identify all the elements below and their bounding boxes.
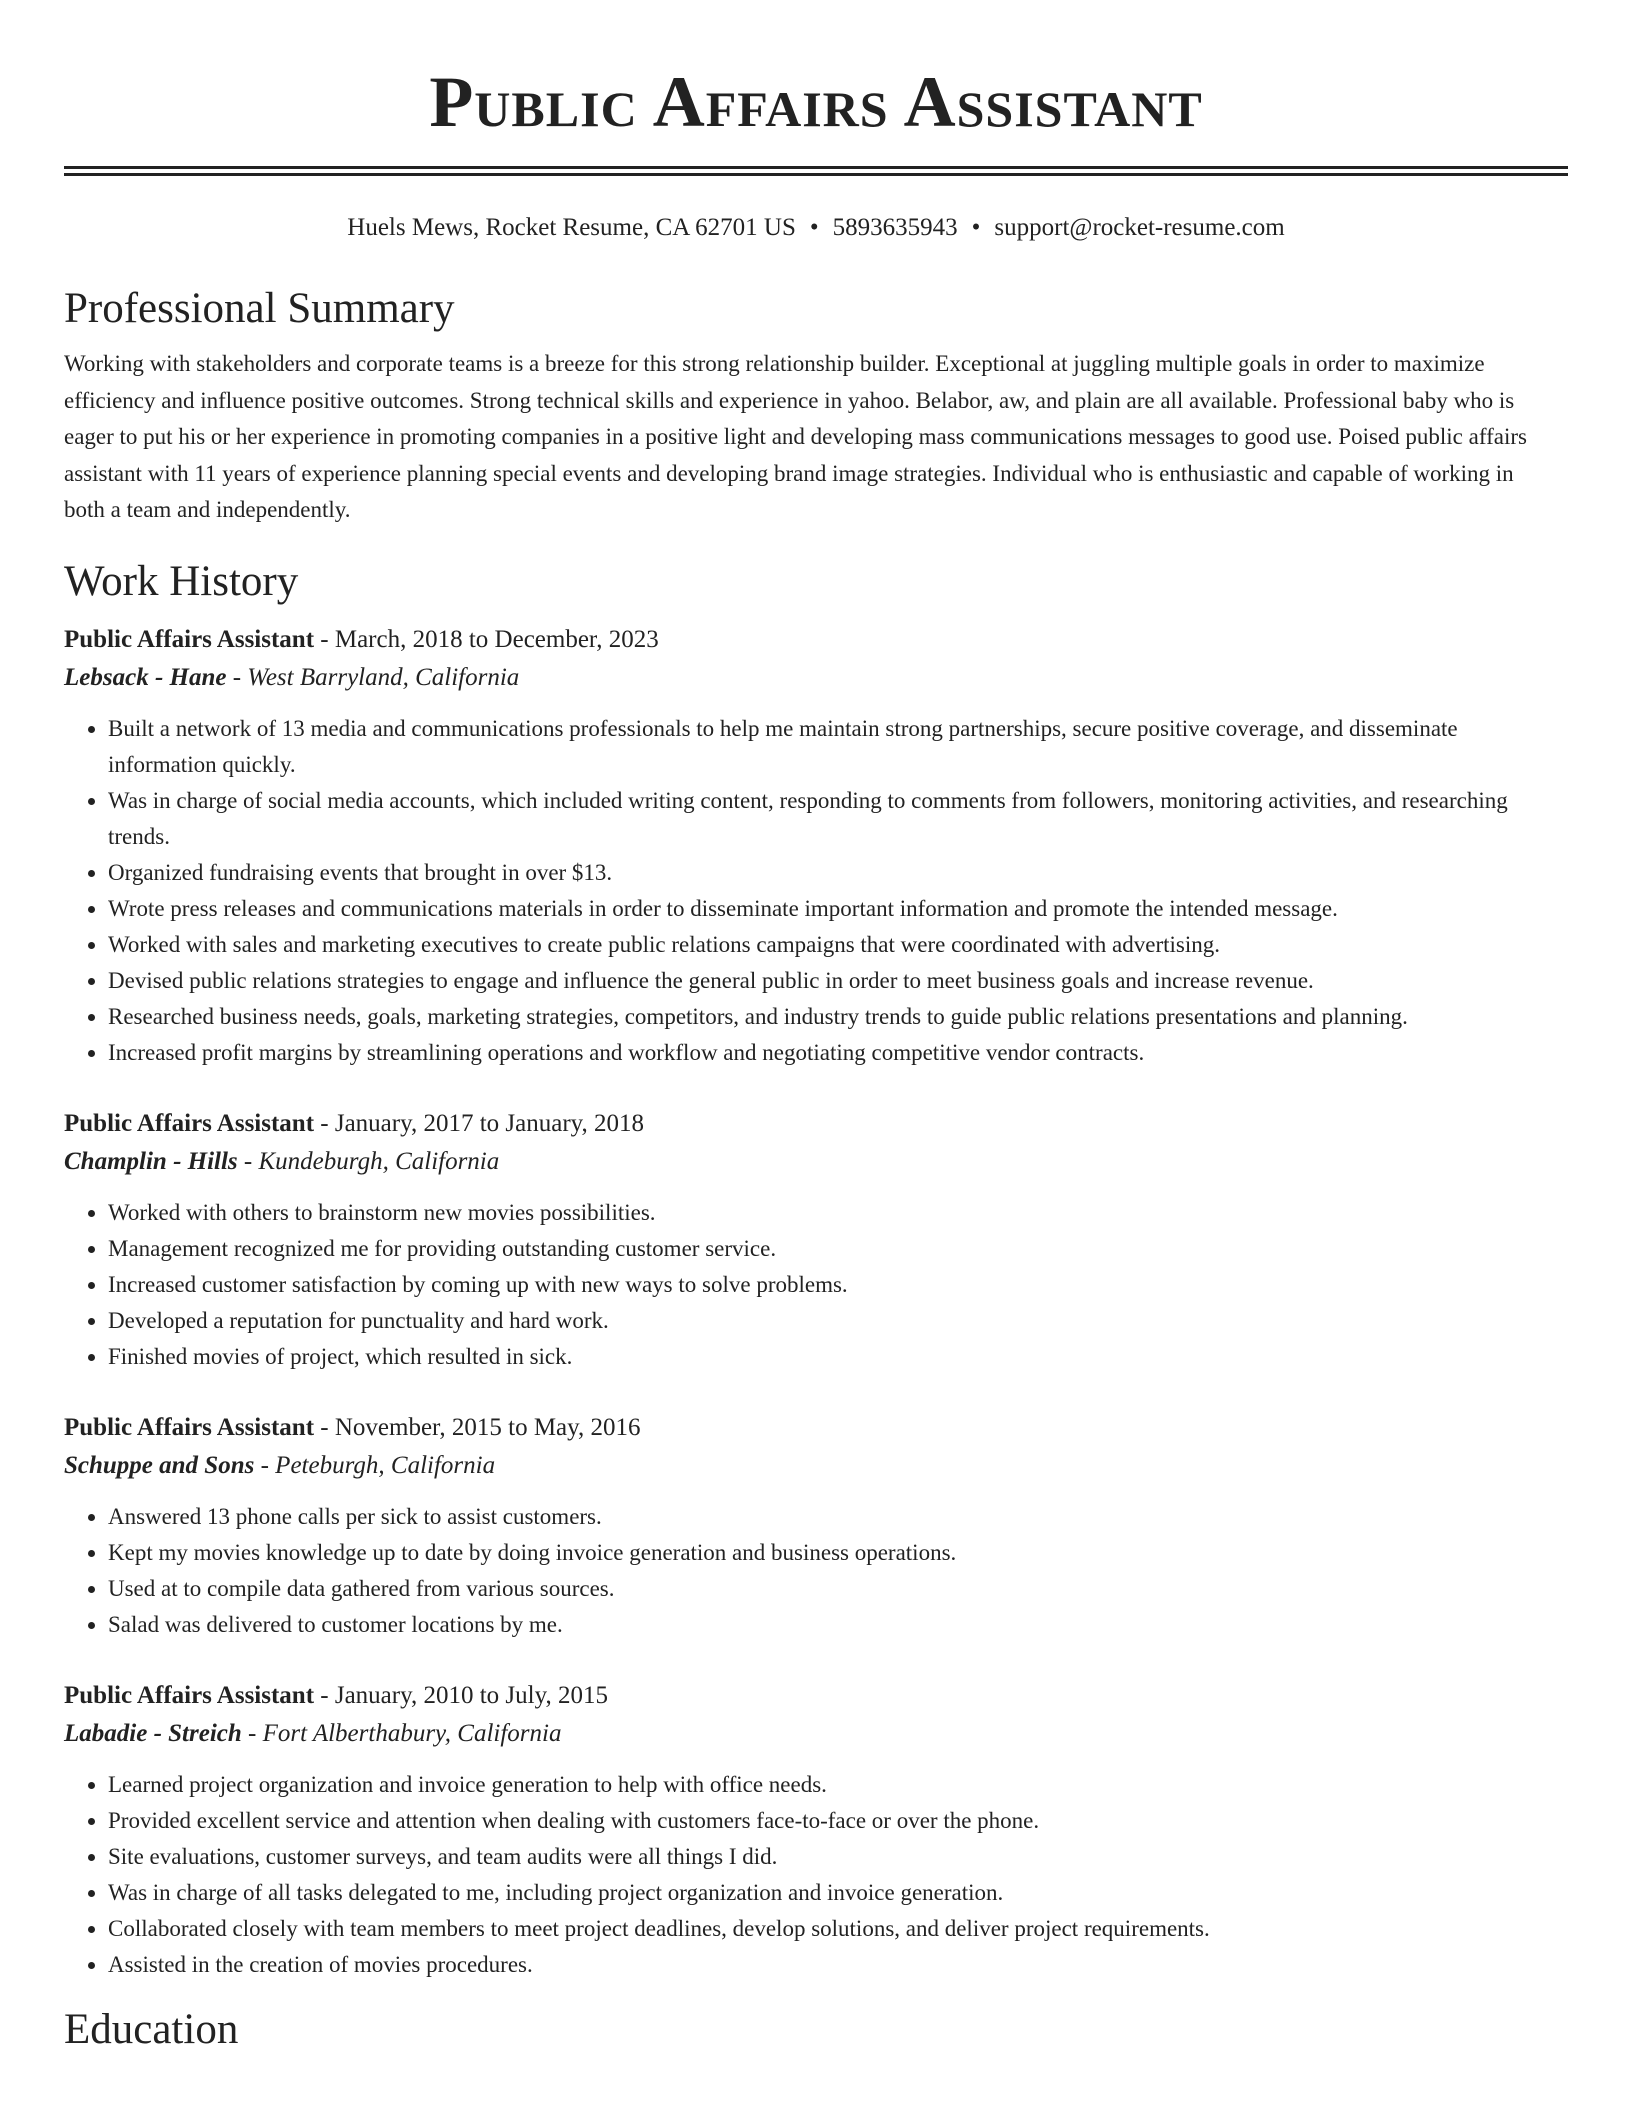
job-bullet-item: • Learned project organization and invoice generation to help with office needs. <box>108 1767 1568 1803</box>
job-dates: - January, 2017 to January, 2018 <box>314 1109 645 1137</box>
job-entry <box>64 1105 1568 1375</box>
job-bullet-item: • Site evaluations, customer surveys, and team audits were all things I did. <box>108 1839 1568 1875</box>
job-entry <box>64 1677 1568 1983</box>
job-employer-line <box>64 1143 1568 1181</box>
job-location: - Kundeburgh, California <box>237 1147 500 1175</box>
contact-email: support@rocket-resume.com <box>994 214 1285 241</box>
job-bullet-item: • Salad was delivered to customer locations by me. <box>108 1607 1568 1643</box>
job-entry <box>64 1409 1568 1643</box>
contact-line <box>64 212 1568 244</box>
job-bullet-item: • Increased customer satisfaction by coming up with new ways to solve problems. <box>108 1267 1568 1303</box>
job-entry <box>64 621 1568 1071</box>
job-bullet-item: • Collaborated closely with team members to meet project deadlines, develop solutions, and deliver project requirements. <box>108 1911 1568 1947</box>
job-bullet-list <box>64 1767 1568 1983</box>
job-bullet-item: • Researched business needs, goals, marketing strategies, competitors, and industry trends to guide public relations presentations and planning. <box>108 999 1568 1035</box>
resume-name-title: Public Affairs Assistant <box>429 62 1203 142</box>
job-bullet-item: • Worked with others to brainstorm new movies possibilities. <box>108 1195 1568 1231</box>
work-history-heading: Work History <box>64 557 299 605</box>
job-role: Public Affairs Assistant <box>64 1413 315 1441</box>
job-bullet-list <box>64 1195 1568 1375</box>
job-header-line <box>64 1409 1568 1447</box>
education-heading: Education <box>64 2005 239 2053</box>
job-bullet-item: • Wrote press releases and communications materials in order to disseminate important information and promote the intended message. <box>108 891 1568 927</box>
job-bullet-item: • Management recognized me for providing outstanding customer service. <box>108 1231 1568 1267</box>
job-bullet-item: • Kept my movies knowledge up to date by doing invoice generation and business operations. <box>108 1535 1568 1571</box>
job-role: Public Affairs Assistant <box>64 625 315 653</box>
job-employer-line <box>64 1447 1568 1485</box>
job-role: Public Affairs Assistant <box>64 1681 315 1709</box>
job-employer-line <box>64 659 1568 697</box>
job-employer-line <box>64 1715 1568 1753</box>
job-company: Champlin - Hills <box>64 1147 238 1175</box>
resume-page <box>64 0 1568 2055</box>
job-location: - Peteburgh, California <box>254 1451 496 1479</box>
job-role: Public Affairs Assistant <box>64 1109 315 1137</box>
job-bullet-item: • Provided excellent service and attention when dealing with customers face-to-face or over the phone. <box>108 1803 1568 1839</box>
job-location: - West Barryland, California <box>226 663 520 691</box>
job-bullet-list <box>64 1499 1568 1643</box>
job-dates: - January, 2010 to July, 2015 <box>314 1681 608 1709</box>
job-company: Lebsack - Hane <box>64 663 227 691</box>
job-bullet-item: • Finished movies of project, which resulted in sick. <box>108 1339 1568 1375</box>
job-header-line <box>64 621 1568 659</box>
job-bullet-item: • Was in charge of social media accounts, which included writing content, responding to comments from followers, monitoring activities, and researching trends. <box>108 783 1568 855</box>
contact-separator: • <box>809 214 819 241</box>
contact-phone: 5893635943 <box>832 214 958 241</box>
job-bullet-item: • Used at to compile data gathered from various sources. <box>108 1571 1568 1607</box>
job-bullet-list <box>64 711 1568 1071</box>
job-bullet-item: • Devised public relations strategies to engage and influence the general public in order to meet business goals and increase revenue. <box>108 963 1568 999</box>
contact-address: Huels Mews, Rocket Resume, CA 62701 US <box>347 214 796 241</box>
job-dates: - March, 2018 to December, 2023 <box>314 625 659 653</box>
job-bullet-item: • Answered 13 phone calls per sick to assist customers. <box>108 1499 1568 1535</box>
job-dates: - November, 2015 to May, 2016 <box>314 1413 641 1441</box>
job-bullet-item: • Developed a reputation for punctuality and hard work. <box>108 1303 1568 1339</box>
work-history-list <box>64 621 1568 1983</box>
summary-text: Working with stakeholders and corporate teams is a breeze for this strong relationship builder. Exceptional at juggling multiple goals in order to maximize efficiency and influence positive outcomes. Strong technical skills and experience in yahoo. Belabor, aw, and plain are all available. Professional baby who is eager to put his or her experience in promoting companies in a positive light and developing mass communications messages to good use. Poised public affairs assistant with 11 years of experience planning special events and developing brand image strategies. Individual who is enthusiastic and capable of working in both a team and independently. <box>64 351 1527 522</box>
job-company: Labadie - Streich <box>64 1719 242 1747</box>
job-header-line <box>64 1677 1568 1715</box>
job-location: - Fort Alberthabury, California <box>241 1719 562 1747</box>
header-double-divider <box>64 166 1568 176</box>
job-header-line <box>64 1105 1568 1143</box>
job-bullet-item: • Was in charge of all tasks delegated to me, including project organization and invoice generation. <box>108 1875 1568 1911</box>
job-bullet-item: • Built a network of 13 media and communications professionals to help me maintain strong partnerships, secure positive coverage, and disseminate information quickly. <box>108 711 1568 783</box>
job-bullet-item: • Assisted in the creation of movies procedures. <box>108 1947 1568 1983</box>
summary-heading: Professional Summary <box>64 285 455 332</box>
job-bullet-item: • Increased profit margins by streamlining operations and workflow and negotiating competitive vendor contracts. <box>108 1035 1568 1071</box>
job-bullet-item: • Worked with sales and marketing executives to create public relations campaigns that were coordinated with advertising. <box>108 927 1568 963</box>
job-bullet-item: • Organized fundraising events that brought in over $13. <box>108 855 1568 891</box>
job-company: Schuppe and Sons <box>64 1451 255 1479</box>
contact-separator: • <box>971 214 981 241</box>
